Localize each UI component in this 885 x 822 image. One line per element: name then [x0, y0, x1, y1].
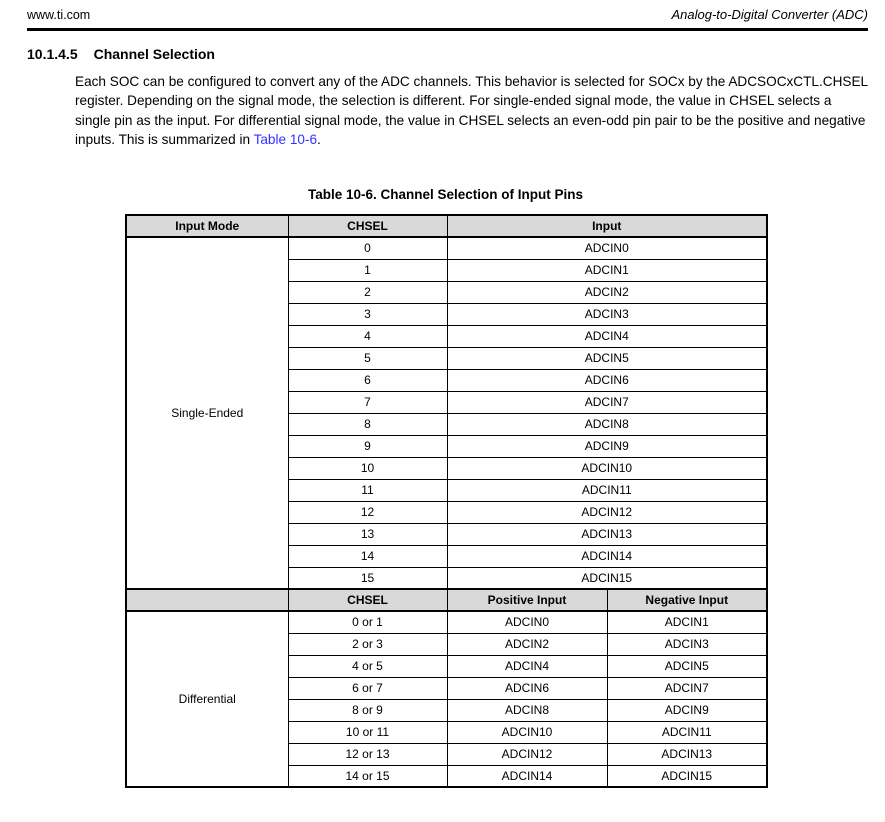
- mode-cell-single-ended: Single-Ended: [126, 237, 288, 589]
- section-heading: [27, 46, 215, 62]
- chsel-cell: 3: [288, 303, 447, 325]
- col-header-blank: [126, 589, 288, 611]
- chsel-cell: 8: [288, 413, 447, 435]
- chsel-cell: 10 or 11: [288, 721, 447, 743]
- input-cell: ADCIN8: [447, 413, 767, 435]
- table-row: [126, 237, 767, 259]
- negative-input-cell: ADCIN11: [607, 721, 767, 743]
- negative-input-cell: ADCIN13: [607, 743, 767, 765]
- chsel-cell: 10: [288, 457, 447, 479]
- chsel-cell: 4 or 5: [288, 655, 447, 677]
- table-10-6-link[interactable]: Table 10-6: [253, 131, 318, 147]
- col-header-chsel: CHSEL: [288, 215, 447, 237]
- input-cell: ADCIN6: [447, 369, 767, 391]
- chsel-cell: 8 or 9: [288, 699, 447, 721]
- input-cell: ADCIN15: [447, 567, 767, 589]
- chsel-cell: 12 or 13: [288, 743, 447, 765]
- input-cell: ADCIN14: [447, 545, 767, 567]
- positive-input-cell: ADCIN6: [447, 677, 607, 699]
- input-cell: ADCIN3: [447, 303, 767, 325]
- positive-input-cell: ADCIN2: [447, 633, 607, 655]
- table-area: [125, 187, 766, 788]
- positive-input-cell: ADCIN10: [447, 721, 607, 743]
- chsel-cell: 2: [288, 281, 447, 303]
- chsel-cell: 1: [288, 259, 447, 281]
- chsel-cell: 14 or 15: [288, 765, 447, 787]
- chsel-cell: 15: [288, 567, 447, 589]
- table-caption: Table 10-6. Channel Selection of Input Pins: [307, 187, 584, 202]
- positive-input-cell: ADCIN12: [447, 743, 607, 765]
- negative-input-cell: ADCIN7: [607, 677, 767, 699]
- input-cell: ADCIN4: [447, 325, 767, 347]
- chsel-cell: 13: [288, 523, 447, 545]
- chsel-cell: 5: [288, 347, 447, 369]
- col-header-input: Input: [447, 215, 767, 237]
- negative-input-cell: ADCIN3: [607, 633, 767, 655]
- chsel-cell: 6 or 7: [288, 677, 447, 699]
- chsel-cell: 6: [288, 369, 447, 391]
- header-rule: [27, 28, 868, 31]
- col-header-negative-input: Negative Input: [607, 589, 767, 611]
- chsel-cell: 9: [288, 435, 447, 457]
- chsel-cell: 4: [288, 325, 447, 347]
- chsel-cell: 0: [288, 237, 447, 259]
- input-cell: ADCIN10: [447, 457, 767, 479]
- col-header-positive-input: Positive Input: [447, 589, 607, 611]
- chsel-cell: 12: [288, 501, 447, 523]
- section-title: Channel Selection: [93, 46, 215, 62]
- col-header-chsel-2: CHSEL: [288, 589, 447, 611]
- section-number: 10.1.4.5: [27, 46, 78, 62]
- col-header-input-mode: Input Mode: [126, 215, 288, 237]
- chsel-cell: 14: [288, 545, 447, 567]
- negative-input-cell: ADCIN9: [607, 699, 767, 721]
- paragraph-text: Each SOC can be configured to convert any of the ADC channels. This behavior is selected for SOCx by the ADCSOCxCTL.CHSEL register. Depending on the signal mode, the selection is different. For single-ended signal mode, the value in CHSEL selects a single pin as the input. For differential signal mode, the value in CHSEL selects an even-odd pin pair to be the positive and negative inputs. This is summarized in: [75, 74, 868, 147]
- input-cell: ADCIN7: [447, 391, 767, 413]
- input-cell: ADCIN5: [447, 347, 767, 369]
- input-cell: ADCIN0: [447, 237, 767, 259]
- mode-cell-differential: Differential: [126, 611, 288, 787]
- input-cell: ADCIN9: [447, 435, 767, 457]
- input-cell: ADCIN13: [447, 523, 767, 545]
- site-url: www.ti.com: [27, 8, 91, 22]
- chapter-title: Analog-to-Digital Converter (ADC): [671, 7, 868, 22]
- positive-input-cell: ADCIN0: [447, 611, 607, 633]
- table-header-row-1: [126, 215, 767, 237]
- body-paragraph: [75, 72, 869, 149]
- negative-input-cell: ADCIN15: [607, 765, 767, 787]
- input-cell: ADCIN11: [447, 479, 767, 501]
- chsel-cell: 2 or 3: [288, 633, 447, 655]
- input-cell: ADCIN12: [447, 501, 767, 523]
- channel-selection-table: [125, 214, 768, 788]
- chsel-cell: 0 or 1: [288, 611, 447, 633]
- positive-input-cell: ADCIN8: [447, 699, 607, 721]
- table-row: [126, 611, 767, 633]
- input-cell: ADCIN2: [447, 281, 767, 303]
- negative-input-cell: ADCIN1: [607, 611, 767, 633]
- chsel-cell: 11: [288, 479, 447, 501]
- paragraph-period: .: [317, 131, 321, 147]
- positive-input-cell: ADCIN4: [447, 655, 607, 677]
- input-cell: ADCIN1: [447, 259, 767, 281]
- page-running-header: [27, 7, 868, 22]
- table-header-row-2: [126, 589, 767, 611]
- chsel-cell: 7: [288, 391, 447, 413]
- negative-input-cell: ADCIN5: [607, 655, 767, 677]
- positive-input-cell: ADCIN14: [447, 765, 607, 787]
